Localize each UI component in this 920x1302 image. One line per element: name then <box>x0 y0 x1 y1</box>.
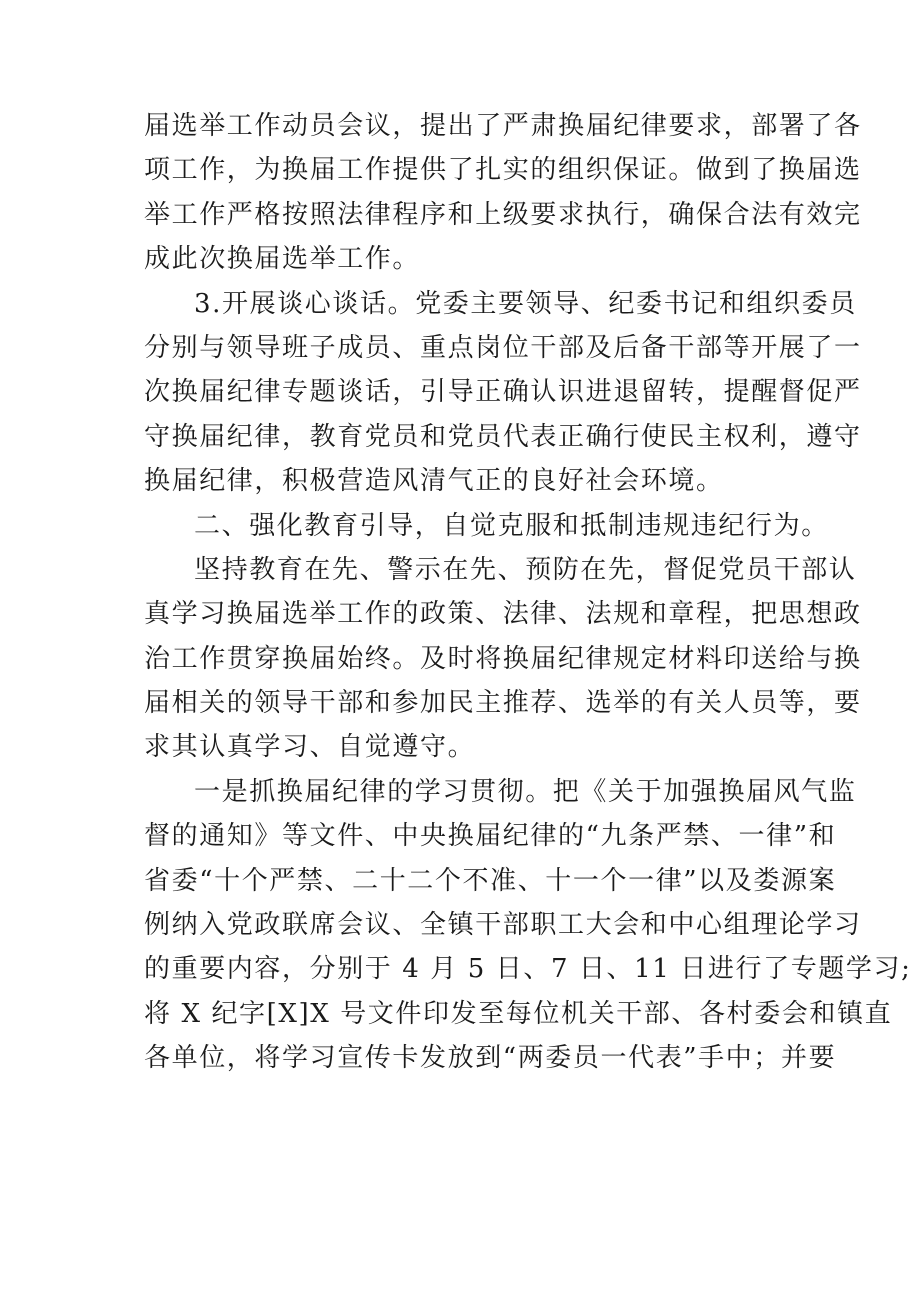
section-heading-education <box>144 504 829 548</box>
paragraph-heart-to-heart-talks <box>144 282 862 504</box>
text-line: 例纳入党政联席会议、全镇干部职工大会和中心组理论学习 <box>144 910 862 941</box>
paragraph-education-first <box>144 548 862 770</box>
text-line: 的重要内容，分别于 4 月 5 日、7 日、11 日进行了专题学习; <box>144 954 912 985</box>
text-line: 届选举工作动员会议，提出了严肃换届纪律要求，部署了各 <box>144 111 862 141</box>
text-line: 将 X 纪字[X]X 号文件印发至每位机关干部、各村委会和镇直 <box>144 998 893 1029</box>
text-line: 一是抓换届纪律的学习贯彻。把《关于加强换届风气监 <box>194 776 857 807</box>
text-line: 届相关的领导干部和参加民主推荐、选举的有关人员等，要 <box>144 688 862 719</box>
text-line: 督的通知》等文件、中央换届纪律的“九条严禁、一律”和 <box>144 821 837 852</box>
text-line: 守换届纪律，教育党员和党员代表正确行使民主权利，遵守 <box>144 421 862 452</box>
text-line: 二、强化教育引导，自觉克服和抵制违规违纪行为。 <box>194 510 829 541</box>
text-line: 求其认真学习、自觉遵守。 <box>144 732 476 763</box>
text-line: 举工作严格按照法律程序和上级要求执行，确保合法有效完 <box>144 199 862 230</box>
text-line: 真学习换届选举工作的政策、法律、法规和章程，把思想政 <box>144 599 862 630</box>
text-line: 成此次换届选举工作。 <box>144 244 421 275</box>
text-line: 换届纪律，积极营造风清气正的良好社会环境。 <box>144 466 724 497</box>
text-line: 次换届纪律专题谈话，引导正确认识进退留转，提醒督促严 <box>144 377 862 408</box>
text-line: 坚持教育在先、警示在先、预防在先，督促党员干部认 <box>194 554 857 585</box>
text-line: 项工作，为换届工作提供了扎实的组织保证。做到了换届选 <box>144 155 862 186</box>
text-line: 省委“十个严禁、二十二个不准、十一个一律”以及娄源案 <box>144 865 837 896</box>
text-line: 各单位，将学习宣传卡发放到“两委员一代表”手中；并要 <box>144 1043 837 1074</box>
text-line: 治工作贯穿换届始终。及时将换届纪律规定材料印送给与换 <box>144 643 862 674</box>
paragraph-election-meeting <box>144 104 862 282</box>
text-line: 3.开展谈心谈话。党委主要领导、纪委书记和组织委员 <box>194 288 857 319</box>
text-line: 分别与领导班子成员、重点岗位干部及后备干部等开展了一 <box>144 332 862 363</box>
document-body <box>144 104 912 1081</box>
paragraph-discipline-study <box>144 770 912 1081</box>
